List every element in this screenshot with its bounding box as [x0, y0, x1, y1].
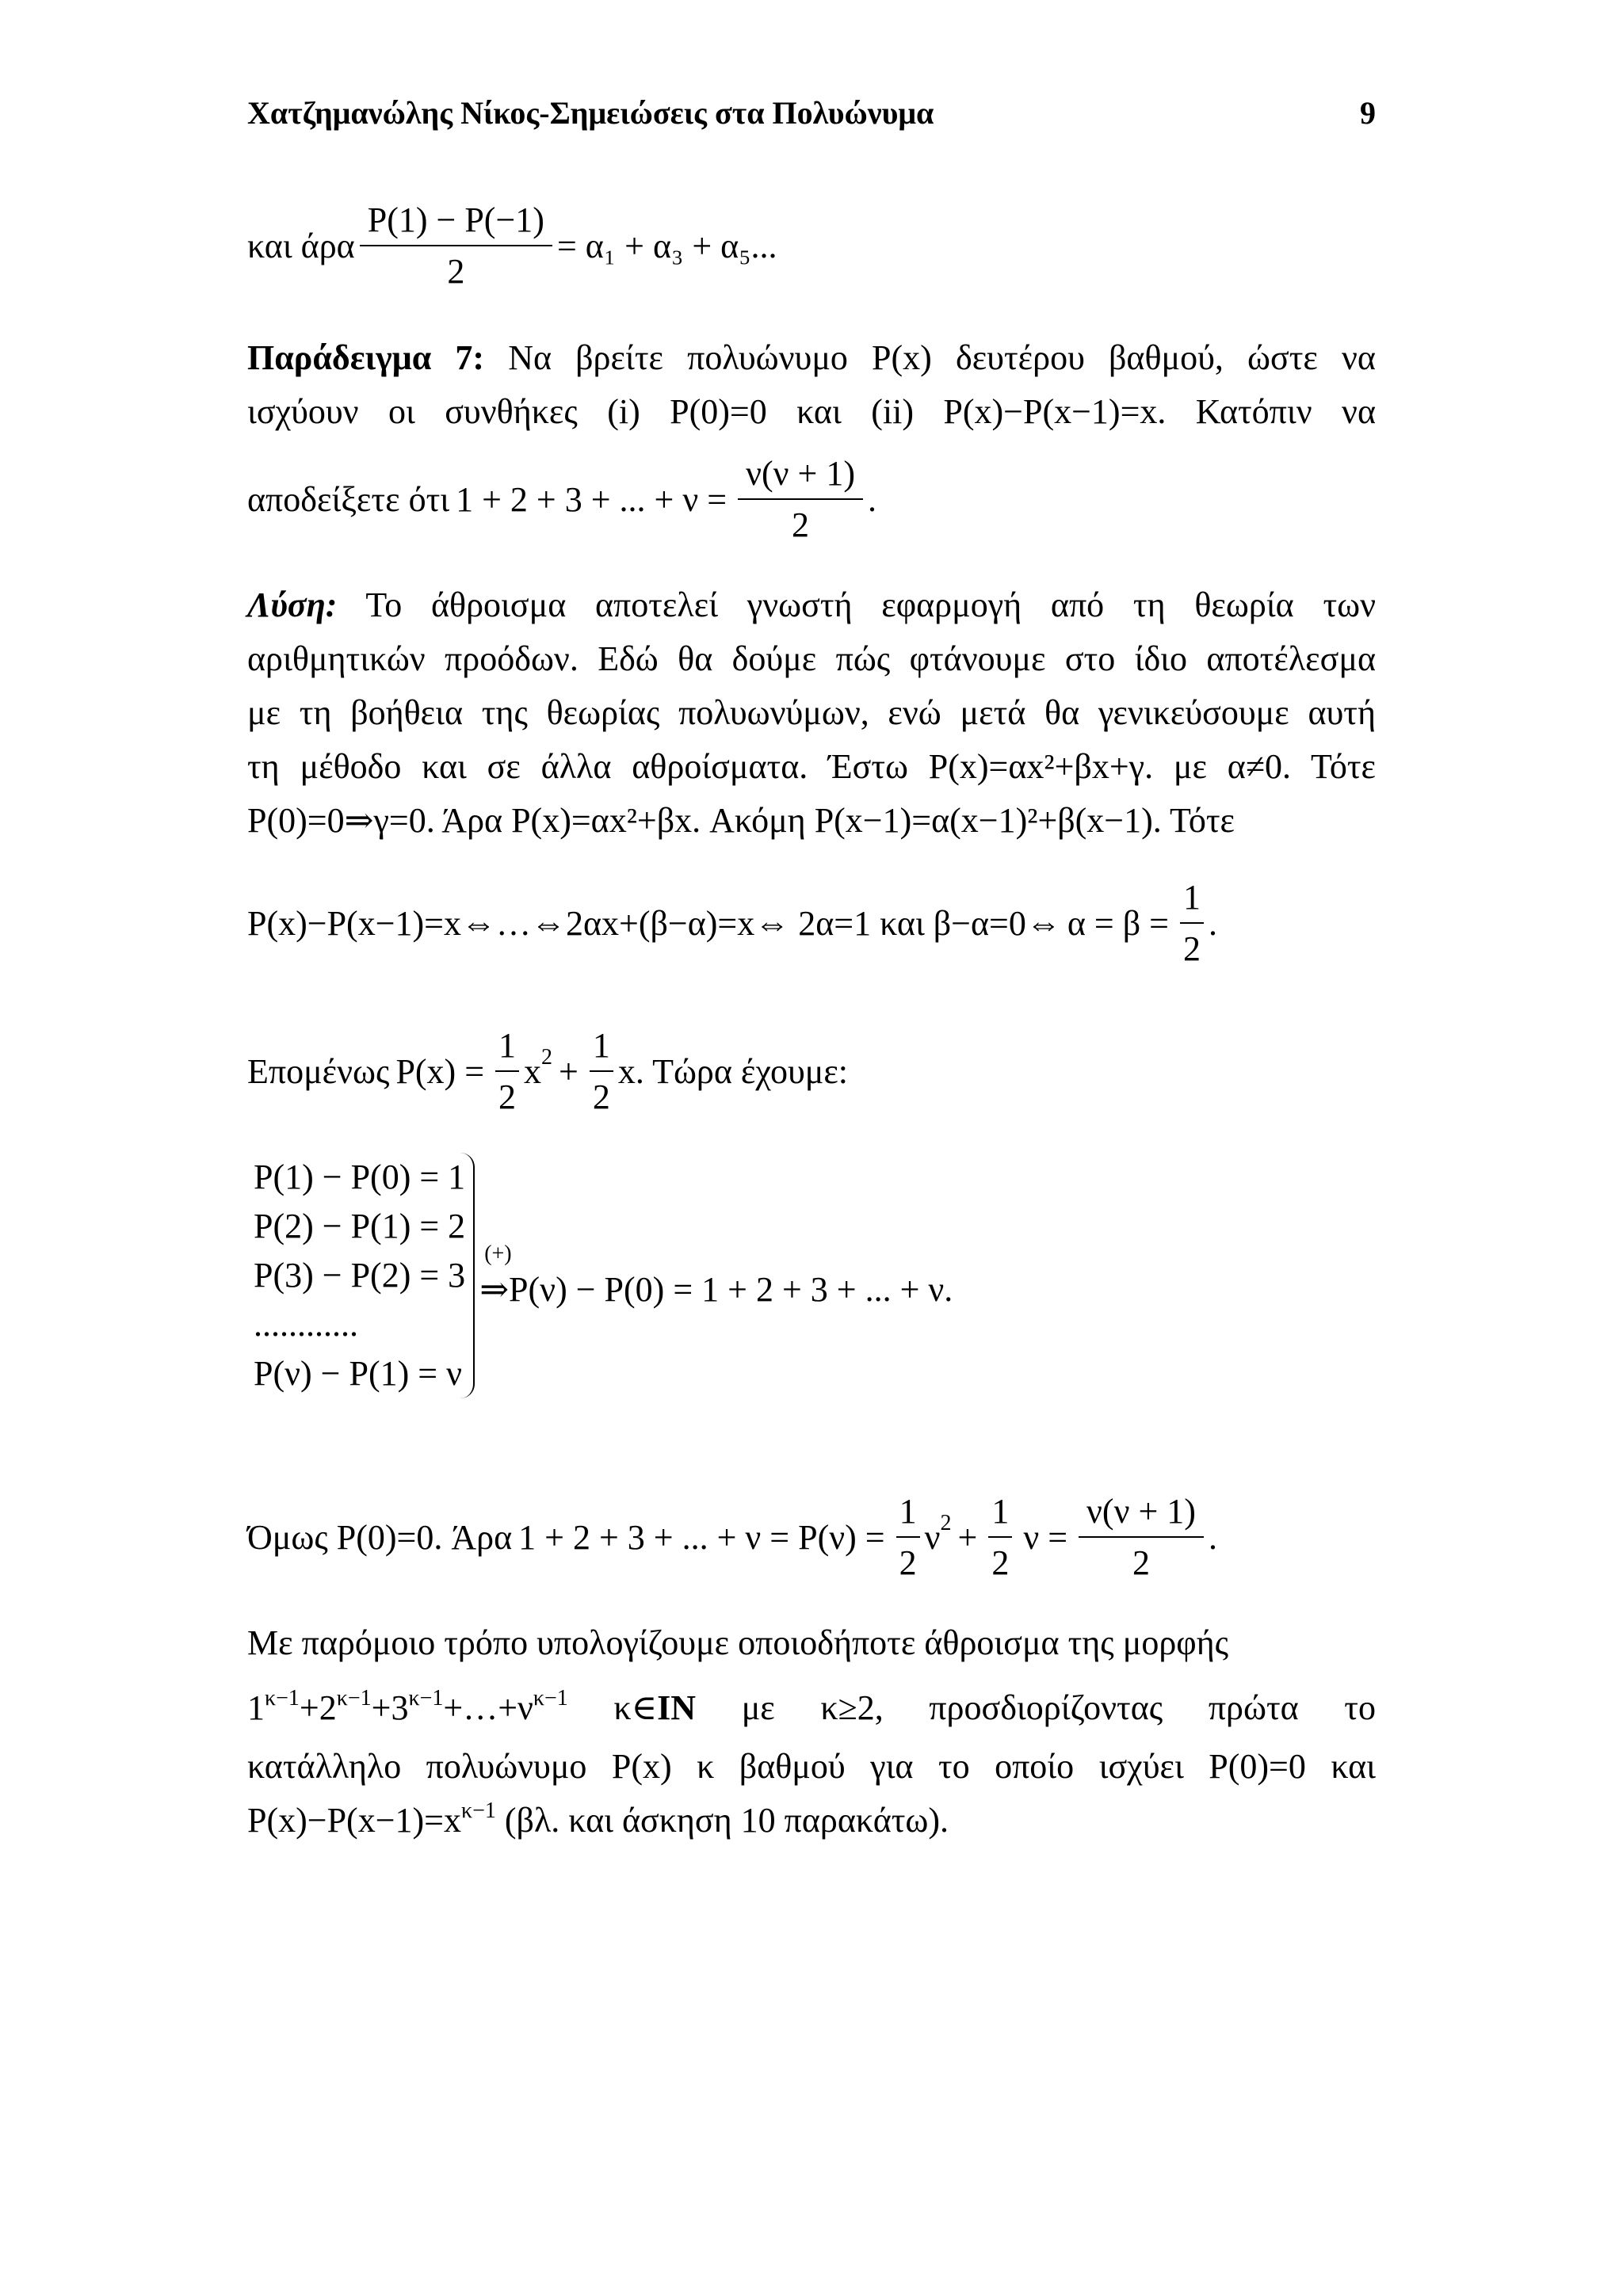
fraction [896, 1489, 920, 1585]
equation-row: P(2) − P(1) = 2 [254, 1207, 466, 1245]
solution [247, 578, 1376, 848]
exponent: κ−1 [265, 1686, 300, 1711]
solution-line-4: τη μέθοδο και σε άλλα αθροίσματα. Έστω P(x)=αx²+βx+γ. με α≠0. Τότε [247, 747, 1376, 786]
system-result [479, 1240, 953, 1311]
term: +…+ν [443, 1688, 533, 1727]
denominator: 2 [1182, 929, 1201, 968]
header-title: Χατζημανώλης Νίκος-Σημειώσεις στα Πολυώνυμα [247, 95, 934, 131]
term: 1 [247, 1688, 265, 1727]
variable: ν [924, 1517, 941, 1557]
denominator: 2 [1132, 1543, 1150, 1582]
exponent: 2 [541, 1044, 553, 1070]
intro-text: και άρα [247, 226, 355, 265]
equation-list [254, 1153, 475, 1398]
period: . [867, 479, 876, 519]
sum-expression: 1 + 2 + 3 + ... + ν = P(ν) = [518, 1517, 885, 1557]
exponent: κ−1 [336, 1686, 372, 1711]
equation-system [254, 1153, 953, 1398]
intro-text: Επομένως [247, 1051, 390, 1091]
solution-line-2: αριθμητικών προόδων. Εδώ θα δούμε πώς φτάνουμε στο ίδιο αποτέλεσμα [247, 639, 1376, 678]
example-text: Να βρείτε πολυώνυμο P(x) δευτέρου βαθμού, ώστε να [484, 338, 1376, 377]
text: P(x)−P(x−1)=x [247, 1801, 461, 1840]
fraction [590, 1024, 613, 1119]
solution-line-3: με τη βοήθεια της θεωρίας πολυωνύμων, ενώ μετά θα γενικεύσουμε αυτή [247, 693, 1376, 732]
plus-sign: + [559, 1051, 579, 1091]
equation-row: P(1) − P(0) = 1 [254, 1158, 466, 1196]
fraction [360, 198, 552, 293]
denominator: 2 [592, 1077, 610, 1116]
fraction [988, 1489, 1012, 1585]
solution-text: Το άθροισμα αποτελεί γνωστή εφαρμογή από τη θεωρία των [337, 585, 1376, 624]
intro-text: αποδείξετε ότι [247, 479, 450, 519]
period: . [1208, 1517, 1217, 1557]
result-text: ⇒P(ν) − P(0) = 1 + 2 + 3 + ... + ν. [479, 1270, 953, 1309]
derivation-text: P(x)−P(x−1)=x⇔…⇔2αx+(β−α)=x⇔ 2α=1 και β−α=0⇔ [247, 903, 1061, 943]
example-line-1 [247, 331, 1376, 385]
numerator: 1 [1182, 878, 1201, 917]
numerator: 1 [991, 1492, 1010, 1531]
general-line-2 [247, 1681, 1376, 1740]
numerator: 1 [592, 1026, 610, 1065]
text: (βλ. και άσκηση 10 παρακάτω). [495, 1801, 949, 1840]
solution-line-5: P(0)=0⇒γ=0. Άρα P(x)=αx²+βx. Ακόμη P(x−1)=α(x−1)²+β(x−1). Τότε [247, 801, 1235, 840]
example-label: Παράδειγμα 7: [247, 338, 485, 377]
solution-label: Λύση: [247, 585, 338, 624]
equation-row: P(ν) − P(1) = ν [254, 1354, 462, 1393]
variable: x [524, 1051, 542, 1091]
plus-sign: + [957, 1517, 978, 1557]
sum-expression: 1 + 2 + 3 + ... + ν = [456, 479, 727, 519]
equation-row: ............ [254, 1305, 358, 1344]
denominator: 2 [991, 1543, 1010, 1582]
variable: ν = [1023, 1517, 1068, 1557]
rhs-text: = α₁ + α₃ + α₅... [556, 226, 777, 265]
term: +3 [371, 1688, 409, 1727]
conclusion-line [247, 1489, 1376, 1585]
term: +2 [299, 1688, 337, 1727]
naturals-symbol: IN [657, 1688, 697, 1727]
exponent: 2 [940, 1510, 952, 1535]
therefore-line [247, 1024, 1376, 1119]
numerator: 1 [899, 1492, 917, 1531]
page-header [247, 93, 1376, 133]
generalization [247, 1616, 1376, 1852]
text: κ∈ [567, 1688, 658, 1727]
general-line-1: Με παρόμοιο τρόπο υπολογίζουμε οποιοδήποτε άθροισμα της μορφής [247, 1623, 1229, 1662]
fraction [495, 1024, 519, 1119]
denominator: 2 [447, 252, 465, 291]
alpha-beta: α = β = [1067, 903, 1169, 943]
numerator: P(1) − P(−1) [367, 200, 544, 239]
general-line-3: κατάλληλο πολυώνυμο P(x) κ βαθμού για το οποίο ισχύει P(0)=0 και [247, 1747, 1376, 1786]
variable: x [617, 1051, 636, 1091]
general-line-4 [247, 1794, 1376, 1852]
tail-text: . Τώρα έχουμε: [635, 1051, 849, 1091]
derivation-line [247, 875, 1376, 971]
exponent: κ−1 [408, 1686, 444, 1711]
exponent: κ−1 [533, 1686, 568, 1711]
denominator: 2 [792, 505, 810, 544]
example-line-3 [247, 452, 1376, 547]
text: με κ≥2, προσδιορίζοντας πρώτα το [696, 1688, 1376, 1727]
px-label: P(x) = [395, 1051, 485, 1091]
example-7 [247, 331, 1376, 439]
numerator: 1 [498, 1026, 517, 1065]
example-line-2: ισχύουν οι συνθήκες (i) P(0)=0 και (ii) P(x)−P(x−1)=x. Κατόπιν να [247, 392, 1376, 431]
fraction [738, 452, 863, 547]
page-number: 9 [1360, 95, 1376, 131]
numerator: ν(ν + 1) [1086, 1492, 1196, 1531]
denominator: 2 [899, 1543, 917, 1582]
period: . [1208, 903, 1217, 943]
exponent: κ−1 [461, 1798, 496, 1823]
numerator: ν(ν + 1) [746, 454, 855, 493]
sum-odd-coefficients-line [247, 198, 1376, 293]
equation-row: P(3) − P(2) = 3 [254, 1256, 466, 1295]
fraction [1079, 1489, 1204, 1585]
fraction [1180, 875, 1204, 971]
solution-line-1 [247, 578, 1376, 632]
intro-text: Όμως P(0)=0. Άρα [247, 1517, 513, 1557]
denominator: 2 [498, 1077, 517, 1116]
sum-operator: (+) [484, 1241, 512, 1266]
